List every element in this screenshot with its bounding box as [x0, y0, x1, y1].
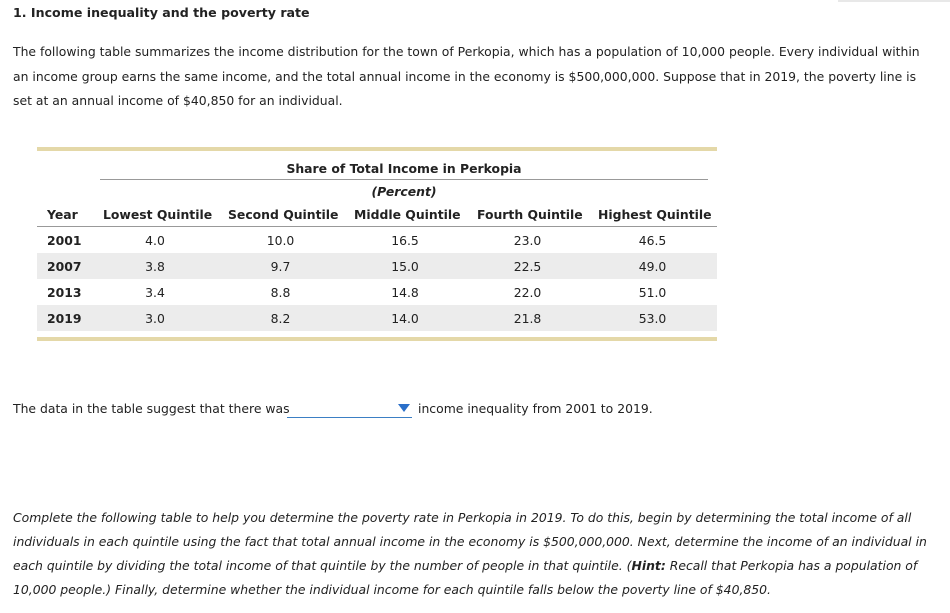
- table-bottom-border: [37, 337, 717, 341]
- header-fourth-quintile: Fourth Quintile: [477, 207, 583, 222]
- chevron-down-icon: [398, 404, 410, 412]
- cell-lowest: 4.0: [145, 233, 165, 248]
- question-intro: The following table summarizes the income distribution for the town of Perkopia, which has a population of 10,000 people. Every individual within an income group earns the same income, and the total annual income in the economy is $500,000,000. Suppose that in 2019, the poverty line is set at an annual income of $40,850 for an individual.: [13, 44, 920, 108]
- cell-second: 8.8: [270, 285, 291, 300]
- cell-lowest: 3.4: [145, 285, 165, 300]
- cell-highest: 49.0: [638, 259, 667, 274]
- cell-second: 8.2: [270, 311, 291, 326]
- cell-lowest: 3.8: [145, 259, 165, 274]
- instructions-text-1: Complete the following table to help you determine the poverty rate in Perkopia in 2019. To do this, begin by determining the total income of all individuals in each quintile using the fact that total annual income in the economy is $500,000,000. Next, determine the income of an individual in each quintile by dividing the total income of that quintile by the number of people in that quintile. (: [13, 510, 927, 573]
- cell-middle: 16.5: [391, 233, 419, 248]
- inline-question-suffix: income inequality from 2001 to 2019.: [418, 401, 653, 416]
- table-top-border: [37, 147, 717, 151]
- cell-lowest: 3.0: [145, 311, 165, 326]
- cell-year: 2019: [47, 311, 82, 326]
- cell-year: 2007: [47, 259, 82, 274]
- table-title-rule: [100, 179, 708, 180]
- top-edge-line: [838, 0, 950, 2]
- cell-middle: 14.0: [391, 311, 419, 326]
- inline-question-prefix: The data in the table suggest that there was: [13, 401, 290, 416]
- table-subtitle: (Percent): [371, 184, 437, 199]
- cell-fourth: 21.8: [513, 311, 542, 326]
- cell-highest: 46.5: [638, 233, 667, 248]
- cell-highest: 51.0: [638, 285, 667, 300]
- cell-year: 2001: [47, 233, 82, 248]
- question-title: 1. Income inequality and the poverty rate: [13, 5, 310, 20]
- header-year: Year: [47, 207, 78, 222]
- cell-year: 2013: [47, 285, 82, 300]
- header-rule: [37, 226, 717, 227]
- cell-fourth: 22.0: [513, 285, 542, 300]
- cell-highest: 53.0: [638, 311, 667, 326]
- inequality-dropdown[interactable]: [287, 400, 412, 418]
- instructions-text-2: Recall that Perkopia has a population of 10,000 people.) Finally, determine whether the individual income for each quintile falls below the poverty line of $40,850.: [13, 558, 918, 597]
- header-lowest-quintile: Lowest Quintile: [103, 207, 213, 222]
- cell-fourth: 23.0: [513, 233, 542, 248]
- cell-middle: 15.0: [391, 259, 419, 274]
- header-second-quintile: Second Quintile: [228, 207, 339, 222]
- cell-fourth: 22.5: [513, 259, 542, 274]
- cell-second: 9.7: [270, 259, 291, 274]
- header-middle-quintile: Middle Quintile: [354, 207, 461, 222]
- cell-middle: 14.8: [391, 285, 419, 300]
- instructions-paragraph: [13, 506, 938, 602]
- hint-label: Hint:: [631, 558, 666, 573]
- cell-second: 10.0: [266, 233, 295, 248]
- table-title: Share of Total Income in Perkopia: [286, 161, 522, 176]
- header-highest-quintile: Highest Quintile: [598, 207, 712, 222]
